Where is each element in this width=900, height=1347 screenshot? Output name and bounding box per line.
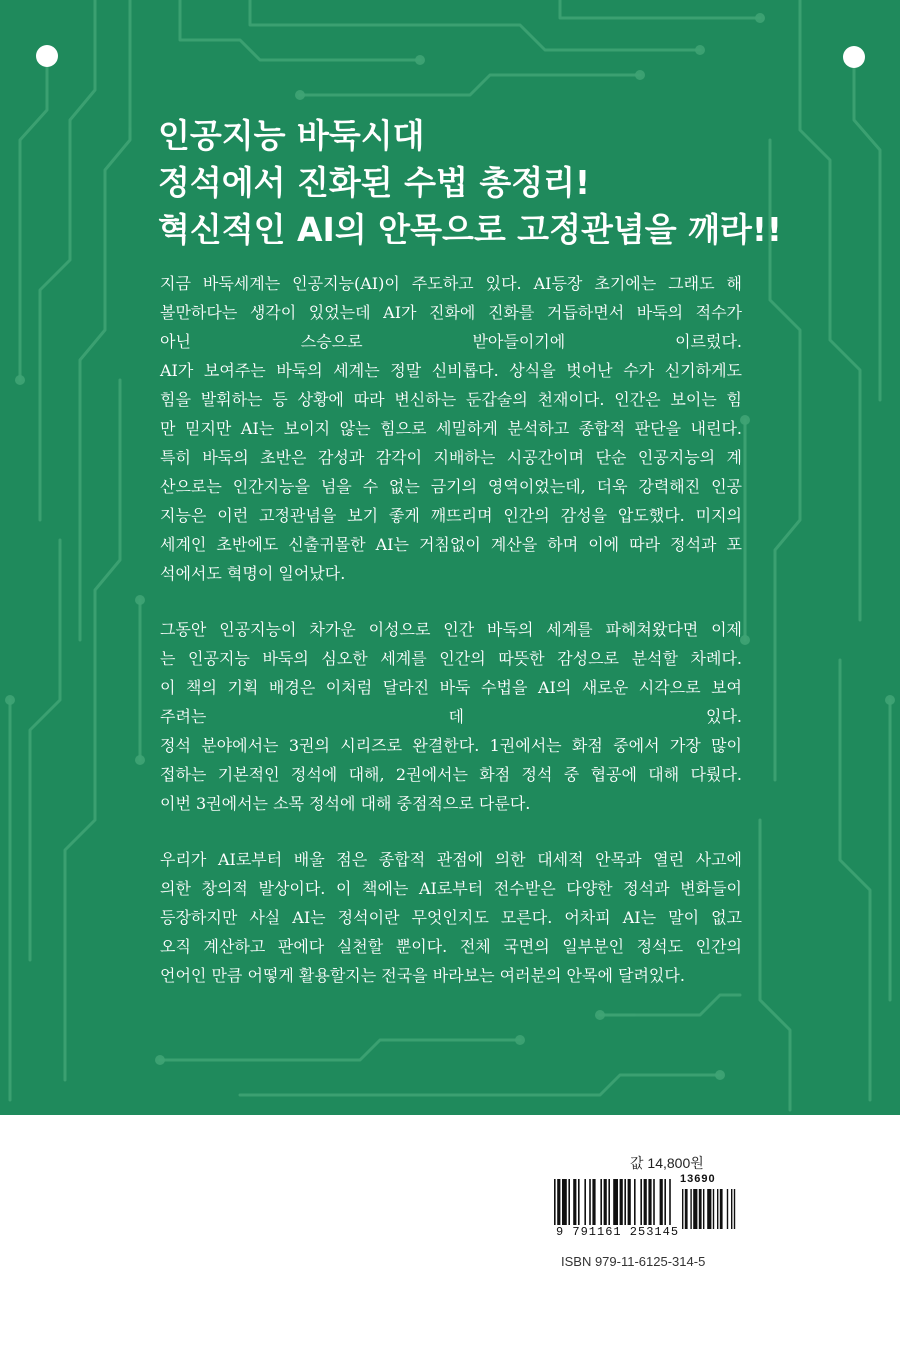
body-line: 의한 창의적 발상이다. 이 책에는 AI로부터 전수받은 다양한 정석과 변화들이 [160, 879, 742, 898]
barcode-bar [664, 1179, 666, 1225]
body-line: 아닌 스승으로 받아들이기에 이르렀다. [160, 332, 742, 351]
headline-line-1: 인공지능 바둑시대 [158, 116, 425, 155]
body-line: 석에서도 혁명이 일어났다. [160, 564, 346, 583]
barcode-addon-bar [682, 1189, 683, 1229]
corner-dot-top-left [36, 45, 58, 67]
body-line: 주려는 데 있다. [160, 707, 742, 726]
headline-line-2: 정석에서 진화된 수법 총정리! [158, 163, 591, 202]
barcode-addon-bar [690, 1189, 691, 1229]
barcode-bar [573, 1179, 576, 1225]
barcode-bar [644, 1179, 647, 1225]
barcode-bar [557, 1179, 560, 1225]
barcode-bars [552, 1179, 738, 1229]
barcode-bar [669, 1179, 671, 1225]
barcode-addon-bar [699, 1189, 702, 1229]
body-line: 지금 바둑세계는 인공지능(AI)이 주도하고 있다. AI등장 초기에는 그래도 해 [160, 274, 742, 293]
body-line: 그동안 인공지능이 차가운 이성으로 인간 바둑의 세계를 파헤쳐왔다면 이제 [160, 620, 742, 639]
barcode-addon-bar [731, 1189, 732, 1229]
barcode-bar [634, 1179, 636, 1225]
headline-line-3: 혁신적인 AI의 안목으로 고정관념을 깨라!! [158, 210, 782, 249]
corner-dot-top-right [843, 46, 865, 68]
barcode-addon-bar [707, 1189, 711, 1229]
body-line: 이번 3권에서는 소목 정석에 대해 중점적으로 다룬다. [160, 794, 531, 813]
body-line: 만 믿지만 AI는 보이지 않는 힘으로 세밀하게 분석하고 종합적 판단을 내린다. [160, 419, 742, 438]
body-line: 특히 바둑의 초반은 감성과 감각이 지배하는 시공간이며 단순 인공지능의 계 [160, 448, 742, 467]
body-paragraph [160, 615, 742, 818]
body-line: 이 책의 기획 배경은 이처럼 달라진 바둑 수법을 AI의 새로운 시각으로 보여 [160, 678, 742, 697]
body-paragraph [160, 269, 742, 588]
barcode-bar [608, 1179, 610, 1225]
barcode-bar [589, 1179, 591, 1225]
price-label: 값 14,800원 [630, 1155, 704, 1171]
barcode-bar [640, 1179, 642, 1225]
barcode-bar [562, 1179, 567, 1225]
barcode-addon-bar [713, 1189, 714, 1229]
barcode [552, 1179, 738, 1264]
barcode-addon-bar [720, 1189, 723, 1229]
body-line: 우리가 AI로부터 배울 점은 종합적 관점에 의한 대세적 안목과 열린 사고에 [160, 850, 742, 869]
barcode-bar [604, 1179, 607, 1225]
barcode-bar [648, 1179, 651, 1225]
body-line: AI가 보여주는 바둑의 세계는 정말 신비롭다. 상식을 벗어난 수가 신기하게도 [160, 361, 742, 380]
body-line: 는 인공지능 바둑의 심오한 세계를 인간의 따뜻한 감성으로 분석할 차례다. [160, 649, 742, 668]
barcode-bar [613, 1179, 618, 1225]
barcode-bar [660, 1179, 663, 1225]
headline [158, 112, 818, 253]
barcode-bar [600, 1179, 602, 1225]
body-line: 등장하지만 사실 AI는 정석이란 무엇인지도 모른다. 어차피 AI는 말이 없고 [160, 908, 742, 927]
body-line: 세계인 초반에도 신출귀몰한 AI는 거침없이 계산을 하며 이에 따라 정석과 포 [160, 535, 742, 554]
isbn-number: ISBN 979-11-6125-314-5 [561, 1254, 706, 1269]
barcode-addon-code: 13690 [680, 1173, 716, 1185]
body-line: 지능은 이런 고정관념을 보기 좋게 깨뜨리며 인간의 감성을 압도했다. 미지의 [160, 506, 742, 525]
body-line: 산으로는 인간지능을 넘을 수 없는 금기의 영역이었는데, 더욱 강력해진 인공 [160, 477, 742, 496]
body-line: 정석 분야에서는 3권의 시리즈로 완결한다. 1권에서는 화점 중에서 가장 많이 [160, 736, 742, 755]
body-line: 힘을 발휘하는 등 상황에 따라 변신하는 둔갑술의 천재이다. 인간은 보이는 힘 [160, 390, 742, 409]
barcode-addon-bar [727, 1189, 728, 1229]
body-line: 접하는 기본적인 정석에 대해, 2권에서는 화점 정석 중 협공에 대해 다뤘다. [160, 765, 742, 784]
barcode-bar [592, 1179, 595, 1225]
barcode-bar [554, 1179, 556, 1225]
barcode-bar [628, 1179, 631, 1225]
barcode-addon-bar [685, 1189, 688, 1229]
barcode-bar [584, 1179, 586, 1225]
barcode-addon-bar [717, 1189, 718, 1229]
barcode-bar [624, 1179, 626, 1225]
barcode-bar [578, 1179, 580, 1225]
barcode-addon-bar [703, 1189, 704, 1229]
barcode-bar [653, 1179, 655, 1225]
barcode-addon-bar [693, 1189, 697, 1229]
barcode-bar [568, 1179, 570, 1225]
body-line: 볼만하다는 생각이 있었는데 AI가 진화에 진화를 거듭하면서 바둑의 적수가 [160, 303, 742, 322]
body-paragraph [160, 845, 742, 990]
body-line: 언어인 만큼 어떻게 활용할지는 전국을 바라보는 여러분의 안목에 달려있다. [160, 966, 685, 985]
barcode-ean-digits: 9 791161 253145 [556, 1225, 680, 1239]
body-line: 오직 계산하고 판에다 실천할 뿐이다. 전체 국면의 일부분인 정석도 인간의 [160, 937, 742, 956]
barcode-bar [620, 1179, 623, 1225]
barcode-addon-bar [734, 1189, 735, 1229]
body-text [160, 269, 742, 1017]
